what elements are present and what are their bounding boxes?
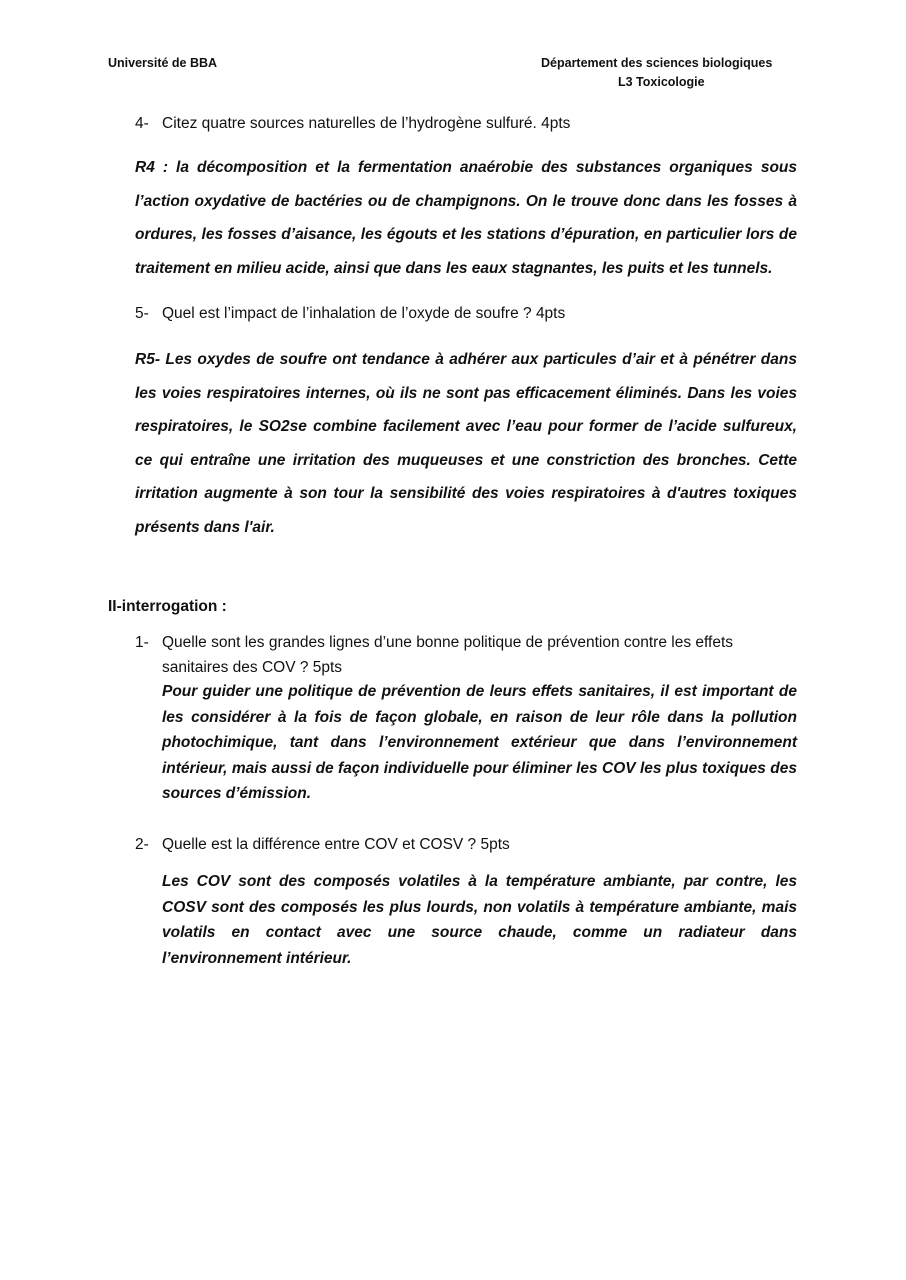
interrogation-answer-2: Les COV sont des composés volatiles à la température ambiante, par contre, les COSV sont des composés les plus lourds, non volatils à température ambiante, mais volatils en contact avec une source chaude, comme un radiateur dans l’environnement intérieur. — [162, 873, 797, 967]
interrogation-question-2 — [135, 832, 797, 857]
question-5-text: Quel est l’impact de l’inhalation de l’oxyde de soufre ? 4pts — [162, 305, 566, 322]
answer-5: R5- Les oxydes de soufre ont tendance à adhérer aux particules d’air et à pénétrer dans les voies respiratoires internes, où ils ne sont pas efficacement éliminés. Dans les voies respiratoires, le SO2se combine facilement avec l’eau pour former de l’acide sulfureux, ce qui entraîne une irritation des muqueuses et une constriction des bronches. Cette irritation augmente à son tour la sensibilité des voies respiratoires à d'autres toxiques présents dans l'air. — [135, 351, 797, 536]
question-4 — [135, 112, 570, 136]
interrogation-question-2-number: 2- — [135, 836, 149, 853]
question-4-text: Citez quatre sources naturelles de l’hydrogène sulfuré. 4pts — [162, 115, 571, 132]
interrogation-question-2-text: Quelle est la différence entre COV et COSV ? 5pts — [162, 836, 510, 853]
answer-4: R4 : la décomposition et la fermentation anaérobie des substances organiques sous l’action oxydative de bactéries ou de champignons. On le trouve donc dans les fosses à ordures, les fosses d’aisance, les égouts et les stations d’épuration, en particulier lors de traitement en milieu acide, ainsi que dans les eaux stagnantes, les puits et les tunnels. — [135, 159, 797, 277]
question-4-number: 4- — [135, 115, 149, 132]
header-department-block — [541, 54, 801, 92]
question-5-number: 5- — [135, 305, 149, 322]
question-5 — [135, 302, 565, 326]
interrogation-question-1-text: Quelle sont les grandes lignes d’une bonne politique de prévention contre les effets sanitaires des COV ? 5pts — [162, 634, 734, 676]
interrogation-question-1 — [135, 630, 797, 680]
interrogation-question-1-number: 1- — [135, 634, 149, 651]
header-university: Université de BBA — [108, 56, 218, 70]
section-title: II-interrogation : — [108, 598, 227, 615]
header-department: Département des sciences biologiques — [541, 56, 773, 70]
interrogation-answer-1: Pour guider une politique de prévention de leurs effets sanitaires, il est important de les considérer à la fois de façon globale, en raison de leur rôle dans la pollution photochimique, tant dans l’environnement extérieur que dans l’environnement intérieur, mais aussi de façon individuelle pour éliminer les COV les plus toxiques des sources d’émission. — [162, 683, 797, 802]
header-level: L3 Toxicologie — [618, 75, 705, 89]
